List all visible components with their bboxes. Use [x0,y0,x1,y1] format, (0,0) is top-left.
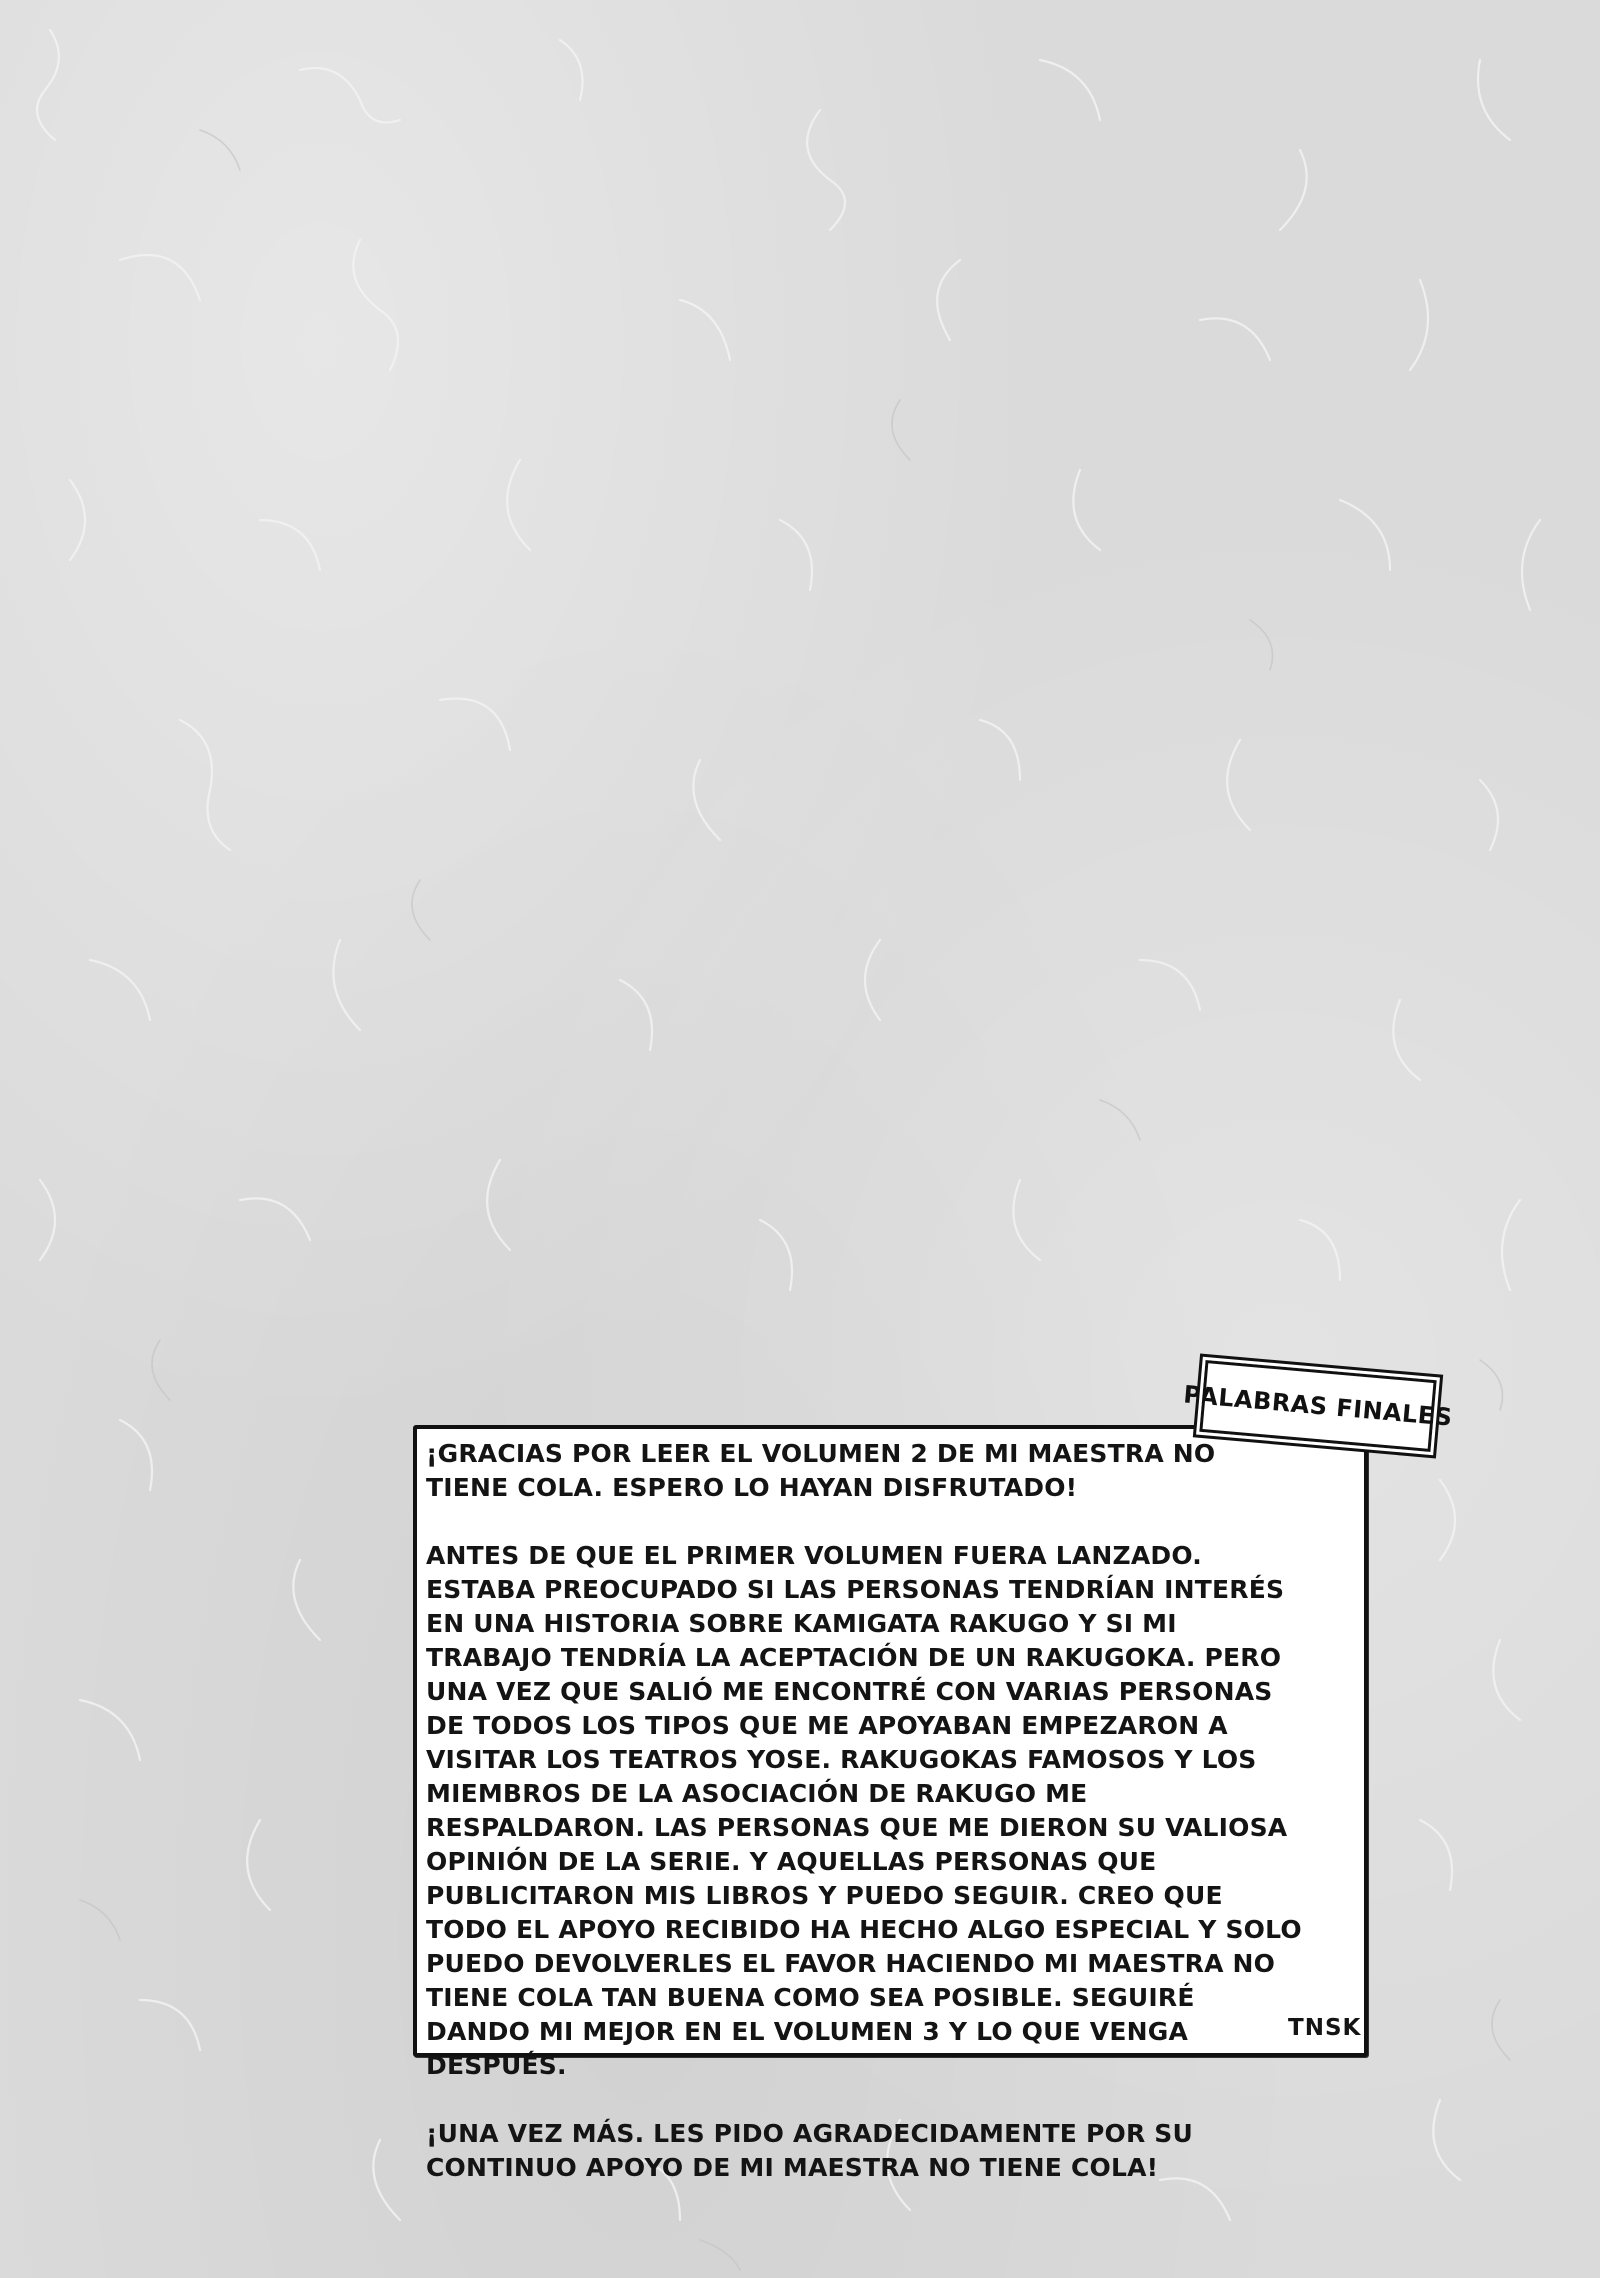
afterword-paragraph-body: ANTES DE QUE EL PRIMER VOLUMEN FUERA LANZADO. ESTABA PREOCUPADO SI LAS PERSONAS TENDRÍAN INTERÉS EN UNA HISTORIA SOBRE KAMIGATA RAKUGO Y SI MI TRABAJO TENDRÍA LA ACEPTACIÓN DE UN RAKUGOKA. PERO UNA VEZ QUE SALIÓ ME ENCONTRÉ CON VARIAS PERSONAS DE TODOS LOS TIPOS QUE ME APOYABAN EMPEZARON A VISITAR LOS TEATROS YOSE. RAKUGOKAS FAMOSOS Y LOS MIEMBROS DE LA ASOCIACIÓN DE RAKUGO ME RESPALDARON. LAS PERSONAS QUE ME DIERON SU VALIOSA OPINIÓN DE LA SERIE. Y AQUELLAS PERSONAS QUE PUBLICITARON MIS LIBROS Y PUEDO SEGUIR. CREO QUE TODO EL APOYO RECIBIDO HA HECHO ALGO ESPECIAL Y SOLO PUEDO DEVOLVERLES EL FAVOR HACIENDO MI MAESTRA NO TIENE COLA TAN BUENA COMO SEA POSIBLE. SEGUIRÉ DANDO MI MEJOR EN EL VOLUMEN 3 Y LO QUE VENGA DESPUÉS. [426,1541,1302,2080]
section-title: PALABRAS FINALES [1182,1380,1454,1432]
afterword-paragraph-thanks: ¡GRACIAS POR LEER EL VOLUMEN 2 DE MI MAESTRA NO TIENE COLA. ESPERO LO HAYAN DISFRUTADO! [426,1439,1216,1502]
afterword-text [426,1437,1306,2185]
afterword-paragraph-closing: ¡UNA VEZ MÁS. LES PIDO AGRADECIDAMENTE POR SU CONTINUO APOYO DE MI MAESTRA NO TIENE COLA! [426,2119,1194,2182]
author-signature: TNSK [1288,2015,1362,2041]
